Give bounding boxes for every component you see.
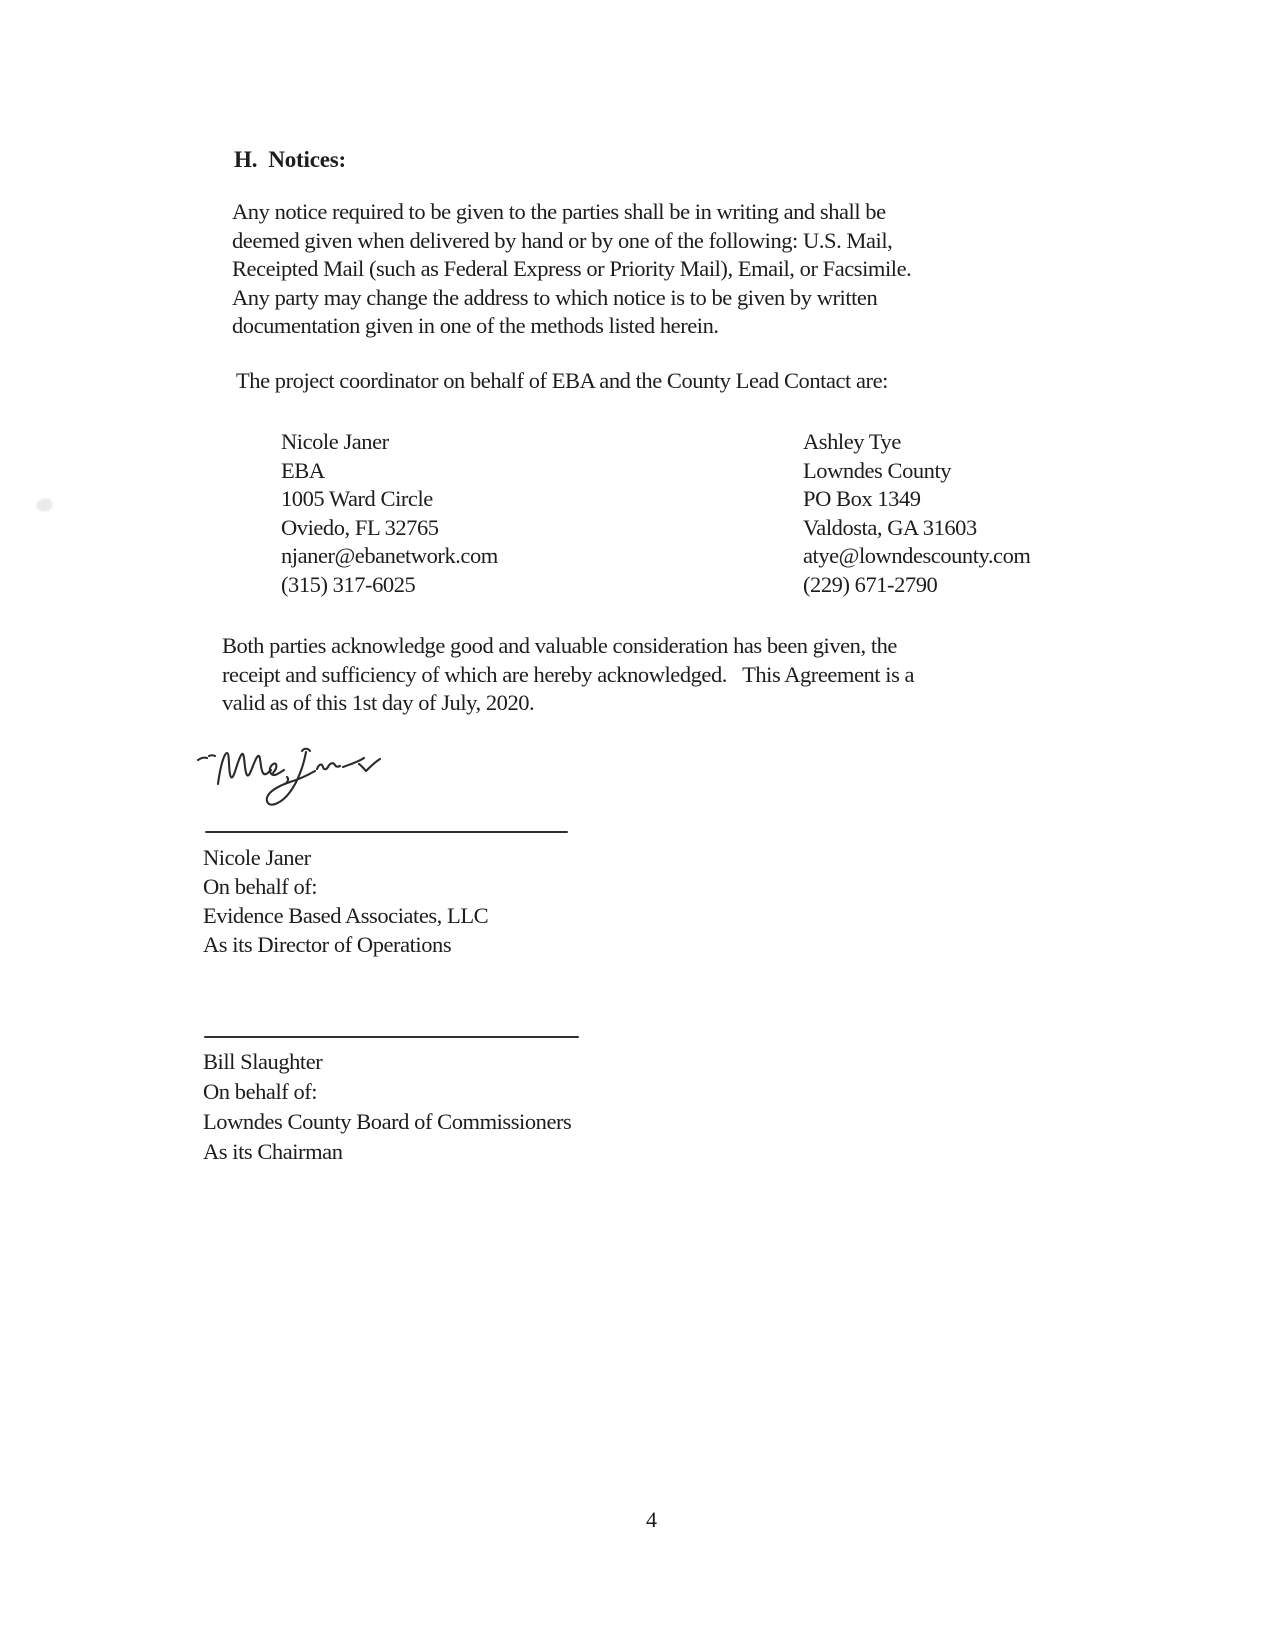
contact-city: Valdosta, GA 31603 <box>803 514 977 540</box>
paragraph-line: The project coordinator on behalf of EBA and the County Lead Contact are: <box>236 368 888 393</box>
contact-name: Nicole Janer <box>281 429 389 454</box>
scan-smudge-artifact <box>37 499 52 511</box>
contact-email: njaner@ebanetwork.com <box>281 543 498 569</box>
paragraph-line: receipt and sufficiency of which are hereby acknowledged. This Agreement is a <box>222 661 915 687</box>
contact-street: PO Box 1349 <box>803 486 921 512</box>
contact-block-county <box>803 428 1030 600</box>
signer-title: As its Chairman <box>203 1139 343 1164</box>
acknowledgment-paragraph <box>222 632 914 718</box>
contact-phone: (315) 317-6025 <box>281 571 416 597</box>
contact-street: 1005 Ward Circle <box>281 486 433 512</box>
contact-org: Lowndes County <box>803 457 952 483</box>
signer-title: As its Director of Operations <box>203 932 452 957</box>
contact-city: Oviedo, FL 32765 <box>281 514 439 540</box>
paragraph-line: Any notice required to be given to the parties shall be in writing and shall be <box>232 199 886 224</box>
contact-name: Ashley Tye <box>803 429 901 454</box>
contact-phone: (229) 671-2790 <box>803 571 938 597</box>
paragraph-line: deemed given when delivered by hand or by one of the following: U.S. Mail, <box>232 227 893 253</box>
coordinator-intro-paragraph <box>236 367 888 396</box>
signature-line-1 <box>205 831 568 833</box>
paragraph-line: Any party may change the address to which notice is to be given by written <box>232 284 878 310</box>
paragraph-line: Both parties acknowledge good and valuable consideration has been given, the <box>222 633 897 658</box>
signature-line-2 <box>204 1036 579 1038</box>
contact-block-eba <box>281 428 498 600</box>
page-number: 4 <box>646 1507 657 1532</box>
section-heading <box>234 146 346 175</box>
signer-label: On behalf of: <box>203 1079 318 1104</box>
signer-name: Nicole Janer <box>203 845 311 870</box>
signer-block-county <box>203 1047 571 1167</box>
paragraph-line: valid as of this 1st day of July, 2020. <box>222 690 535 716</box>
signer-org: Lowndes County Board of Commissioners <box>203 1109 572 1134</box>
notice-paragraph <box>232 198 911 341</box>
signer-name: Bill Slaughter <box>203 1049 323 1074</box>
paragraph-line: documentation given in one of the methods listed herein. <box>232 313 719 339</box>
paragraph-line: Receipted Mail (such as Federal Express or Priority Mail), Email, or Facsimile. <box>232 256 912 282</box>
signer-org: Evidence Based Associates, LLC <box>203 903 489 928</box>
contact-email: atye@lowndescounty.com <box>803 543 1031 569</box>
section-heading-text: H. Notices: <box>234 147 346 172</box>
handwritten-signature <box>194 738 386 822</box>
signature-scrawl-icon <box>194 738 386 822</box>
contact-org: EBA <box>281 457 325 483</box>
signer-label: On behalf of: <box>203 874 318 899</box>
signer-block-eba <box>203 843 488 959</box>
